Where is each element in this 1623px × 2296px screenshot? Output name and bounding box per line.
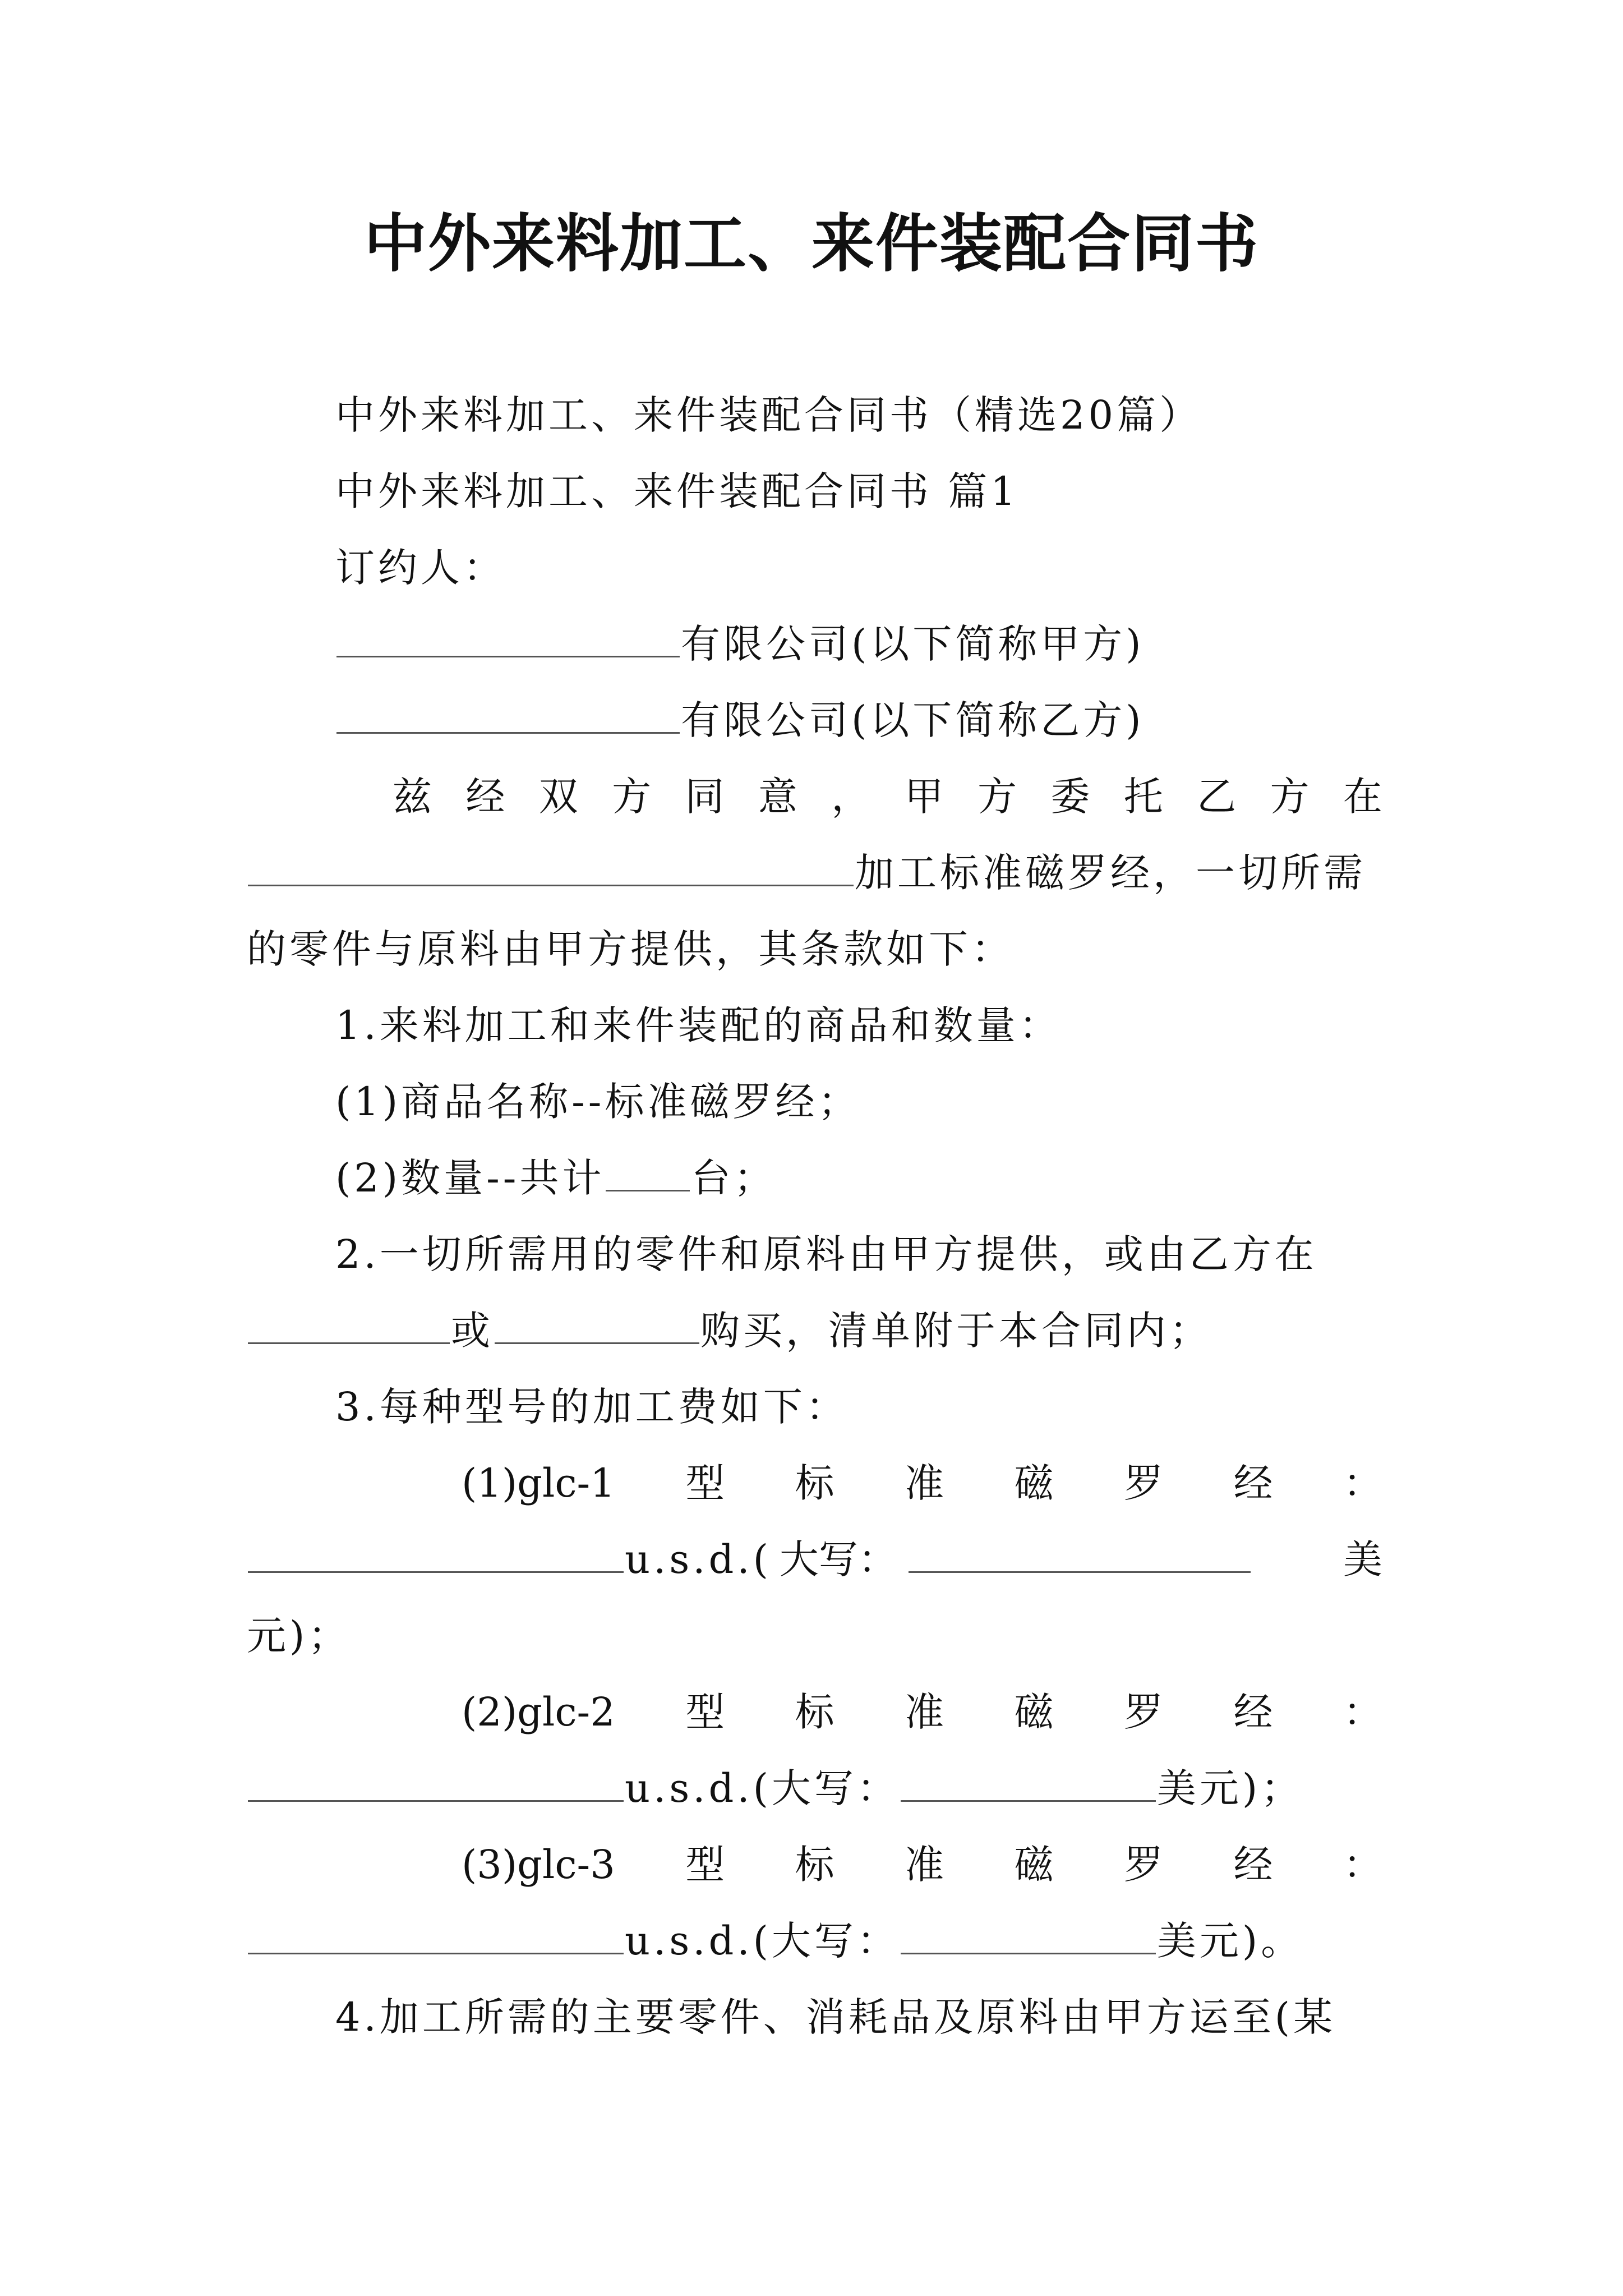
intro-char: 意 — [758, 774, 797, 820]
glc-1-mei: 美 — [1343, 1536, 1382, 1582]
glc-3-usd-blank[interactable] — [248, 1919, 624, 1954]
glc-2-char: 经 — [1233, 1689, 1273, 1735]
glc-2-model: (2)glc-2 — [462, 1689, 615, 1735]
glc-2-char: 准 — [905, 1689, 944, 1735]
item-1-1: (1)商品名称--标准磁罗经； — [335, 1079, 861, 1125]
intro-char: 甲 — [904, 774, 944, 820]
intro-line-2 — [247, 845, 1366, 901]
item-1-2-pre: (2)数量--共计 — [335, 1155, 605, 1201]
glc-1-usd: u.s.d.( — [625, 1536, 772, 1582]
location-blank[interactable] — [248, 851, 854, 886]
glc-3-char: 经 — [1233, 1842, 1273, 1888]
glc-2-price — [247, 1760, 1303, 1816]
glc-2-char: 型 — [685, 1689, 725, 1735]
item-2-post: 购买，清单附于本合同内； — [700, 1308, 1212, 1354]
glc-1-char: 准 — [905, 1460, 944, 1506]
section-heading: 中外来料加工、来件装配合同书 篇1 — [335, 468, 1019, 514]
intro-char: ， — [831, 774, 871, 820]
intro-char: 方 — [612, 774, 652, 820]
intro-line-3: 的零件与原料由甲方提供，其条款如下： — [247, 926, 1014, 972]
glc-1-daxie — [779, 1531, 897, 1588]
glc-2-char: 磁 — [1014, 1689, 1054, 1735]
purchase-place-1-blank[interactable] — [248, 1309, 450, 1344]
glc-1-char: 经 — [1233, 1460, 1273, 1506]
intro-cont: 加工标准磁罗经，一切所需 — [855, 850, 1366, 896]
intro-line-1 — [393, 769, 1382, 825]
party-a-line — [335, 616, 1145, 672]
document-title: 中外来料加工、来件装配合同书 — [364, 208, 1259, 280]
glc-2-daxie-blank[interactable] — [901, 1766, 1156, 1802]
glc-1-model: (1)glc-1 — [462, 1460, 615, 1506]
intro-char: 托 — [1123, 774, 1163, 820]
glc-3-end: 美元)。 — [1156, 1918, 1304, 1964]
glc-2-char: 罗 — [1124, 1689, 1164, 1735]
intro-char: 经 — [465, 774, 505, 820]
glc-1-char: ： — [1343, 1460, 1382, 1506]
purchase-place-2-blank[interactable] — [495, 1309, 699, 1344]
intro-char: 双 — [538, 774, 578, 820]
glc-2-end: 美元)； — [1156, 1765, 1304, 1811]
intro-char: 方 — [978, 774, 1017, 820]
glc-3-char: ： — [1343, 1842, 1382, 1888]
glc-1-daxie-char: 写 — [818, 1536, 858, 1582]
intro-char: 在 — [1343, 774, 1382, 820]
party-a-text: 有限公司(以下简称甲方) — [681, 621, 1145, 667]
glc-3-usd: u.s.d.(大写： — [625, 1918, 900, 1964]
quantity-blank[interactable] — [606, 1156, 690, 1191]
glc-1-char: 罗 — [1124, 1460, 1164, 1506]
party-b-blank[interactable] — [336, 698, 680, 734]
glc-3-daxie-blank[interactable] — [901, 1919, 1156, 1954]
item-2-or: 或 — [451, 1308, 494, 1354]
parties-label: 订约人： — [335, 545, 506, 591]
glc-2-char: 标 — [795, 1689, 834, 1735]
glc-1-end: 元)； — [247, 1613, 351, 1659]
glc-1-price — [247, 1531, 1382, 1588]
item-1-2 — [335, 1150, 776, 1206]
item-4: 4.加工所需的主要零件、消耗品及原料由甲方运至(某 — [335, 1994, 1336, 2040]
glc-3-char: 准 — [905, 1842, 944, 1888]
glc-2-usd-blank[interactable] — [248, 1766, 624, 1802]
glc-1-char: 磁 — [1014, 1460, 1054, 1506]
glc-2-heading — [462, 1684, 1382, 1740]
glc-3-char: 标 — [795, 1842, 834, 1888]
glc-2-usd: u.s.d.(大写： — [625, 1765, 900, 1811]
glc-3-char: 磁 — [1014, 1842, 1054, 1888]
glc-2-char: ： — [1343, 1689, 1382, 1735]
glc-1-daxie-char: ： — [857, 1536, 897, 1582]
item-2-cont — [247, 1303, 1212, 1359]
intro-char: 方 — [1270, 774, 1310, 820]
glc-3-price — [247, 1913, 1303, 1969]
glc-1-daxie-char: 大 — [779, 1536, 819, 1582]
intro-char: 兹 — [393, 774, 432, 820]
glc-3-heading — [462, 1837, 1382, 1893]
party-b-line — [335, 692, 1145, 748]
glc-1-char: 型 — [685, 1460, 725, 1506]
item-2: 2.一切所需用的零件和原料由甲方提供，或由乙方在 — [335, 1231, 1317, 1277]
glc-1-usd-blank[interactable] — [248, 1538, 624, 1573]
intro-char: 乙 — [1197, 774, 1237, 820]
party-a-blank[interactable] — [336, 622, 680, 657]
glc-1-char: 标 — [795, 1460, 834, 1506]
document-subtitle: 中外来料加工、来件装配合同书（精选20篇） — [335, 392, 1202, 438]
item-3: 3.每种型号的加工费如下： — [335, 1384, 849, 1430]
glc-3-char: 罗 — [1124, 1842, 1164, 1888]
glc-3-model: (3)glc-3 — [462, 1842, 615, 1888]
item-1: 1.来料加工和来件装配的商品和数量： — [335, 1002, 1062, 1048]
party-b-text: 有限公司(以下简称乙方) — [681, 697, 1145, 743]
glc-1-daxie-blank[interactable] — [909, 1538, 1251, 1573]
intro-char: 同 — [685, 774, 725, 820]
item-1-2-post: 台； — [691, 1155, 777, 1201]
glc-1-heading — [462, 1455, 1382, 1511]
intro-char: 委 — [1050, 774, 1090, 820]
glc-3-char: 型 — [685, 1842, 725, 1888]
